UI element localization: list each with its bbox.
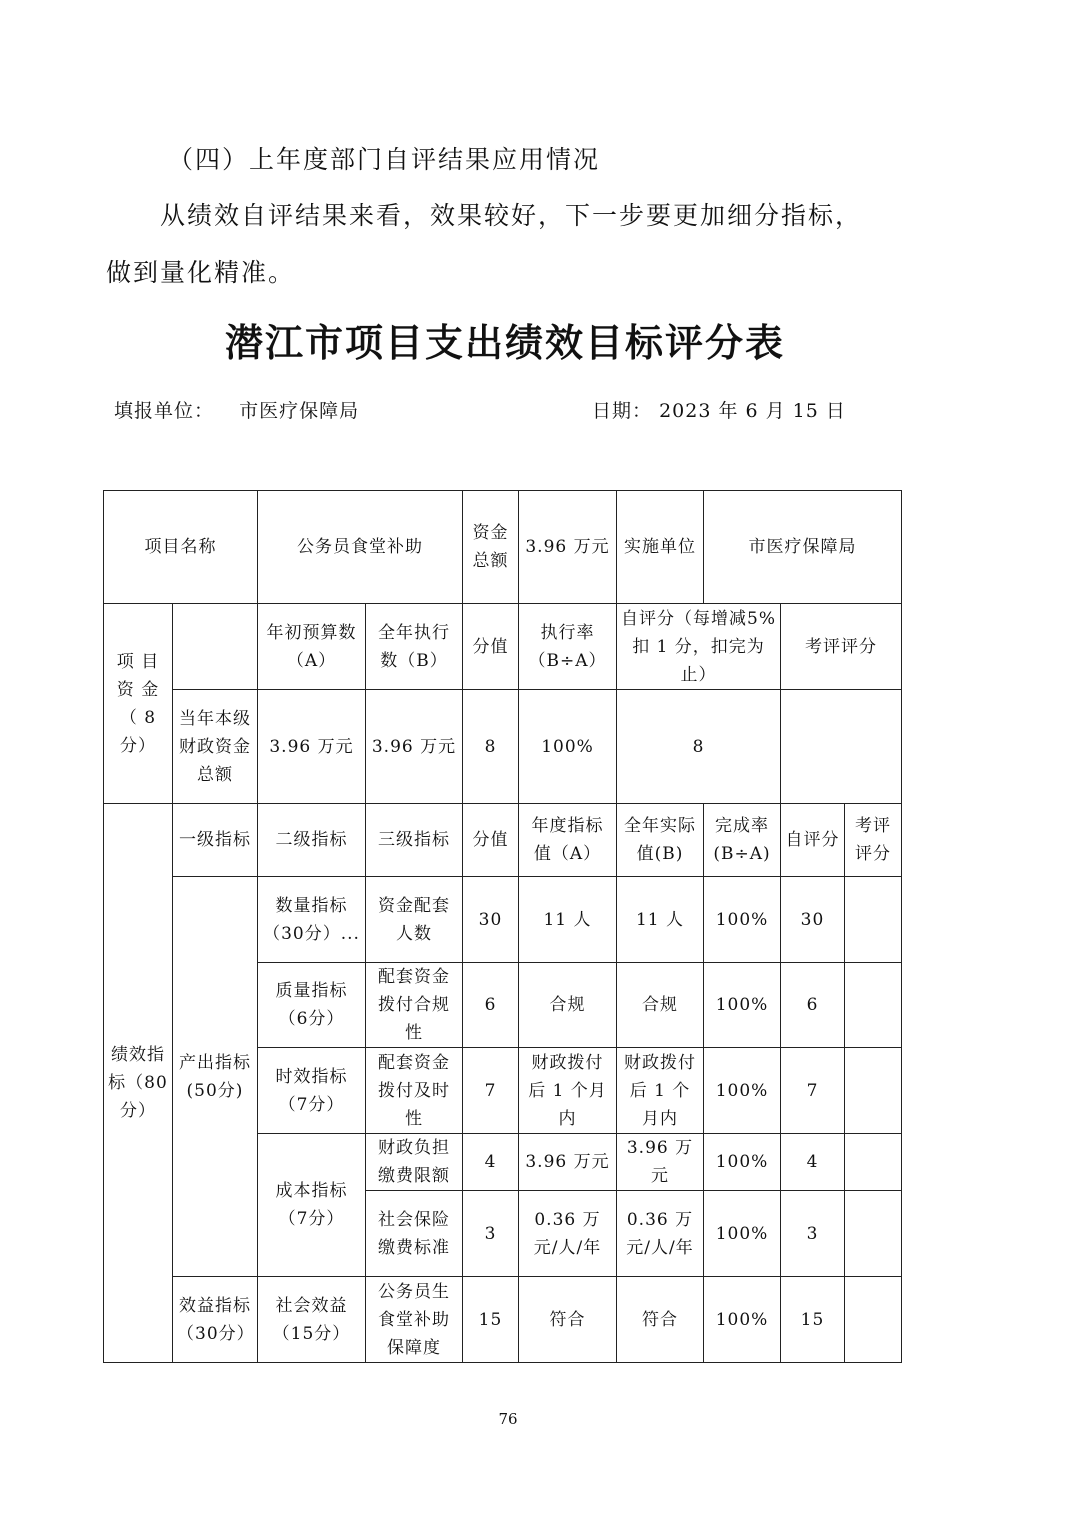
level3-cell: 配套资金拨付合规性 — [366, 963, 463, 1048]
actual-cell: 3.96 万元 — [617, 1134, 704, 1191]
level3-cell: 社会保险缴费标准 — [366, 1191, 463, 1277]
impl-unit-value: 市医疗保障局 — [704, 491, 902, 604]
perf-header-level2: 二级指标 — [258, 804, 366, 877]
level2-cell: 社会效益（15分） — [258, 1277, 366, 1363]
funds-header-self-score: 自评分（每增减5%扣 1 分，扣完为止） — [617, 604, 781, 690]
self-score-cell: 4 — [781, 1134, 845, 1191]
eval-score-cell — [845, 877, 902, 963]
rate-cell: 100% — [704, 1134, 781, 1191]
document-title: 潜江市项目支出绩效目标评分表 — [224, 320, 785, 365]
reporting-unit — [114, 396, 359, 423]
paragraph-line-1: 从绩效自评结果来看，效果较好，下一步要更加细分指标， — [160, 201, 863, 230]
output-indicator-label: 产出指标(50分) — [173, 877, 258, 1277]
perf-header-score: 分值 — [463, 804, 519, 877]
level2-cell: 数量指标（30分）... — [258, 877, 366, 963]
score-cell: 30 — [463, 877, 519, 963]
funds-score: 8 — [463, 690, 519, 804]
perf-header-level3: 三级指标 — [366, 804, 463, 877]
funds-header-rate: 执行率（B÷A） — [519, 604, 617, 690]
funds-executed: 3.96 万元 — [366, 690, 463, 804]
funds-header-budget: 年初预算数（A） — [258, 604, 366, 690]
eval-score-cell — [845, 1191, 902, 1277]
target-cell: 财政拨付后 1 个月内 — [519, 1048, 617, 1134]
score-cell: 3 — [463, 1191, 519, 1277]
section-heading: （四）上年度部门自评结果应用情况 — [168, 145, 601, 174]
rate-cell: 100% — [704, 1191, 781, 1277]
perf-header-target: 年度指标值（A） — [519, 804, 617, 877]
paragraph-line-2: 做到量化精准。 — [106, 258, 296, 287]
funds-blank-cell — [173, 604, 258, 690]
rate-cell: 100% — [704, 877, 781, 963]
impl-unit-label: 实施单位 — [617, 491, 704, 604]
target-cell: 合规 — [519, 963, 617, 1048]
target-cell: 11 人 — [519, 877, 617, 963]
benefit-indicator-label: 效益指标（30分） — [173, 1277, 258, 1363]
rate-cell: 100% — [704, 1277, 781, 1363]
target-cell: 3.96 万元 — [519, 1134, 617, 1191]
reporting-unit-value: 市医疗保障局 — [239, 400, 360, 422]
rate-cell: 100% — [704, 963, 781, 1048]
eval-score-cell — [845, 1048, 902, 1134]
actual-cell: 11 人 — [617, 877, 704, 963]
report-date-value: 2023 年 6 月 15 日 — [659, 400, 846, 422]
funds-row-label: 当年本级财政资金总额 — [173, 690, 258, 804]
project-name-value: 公务员食堂补助 — [258, 491, 463, 604]
funds-section-label: 项 目 资 金 （ 8 分） — [104, 604, 173, 804]
eval-score-cell — [845, 1134, 902, 1191]
funds-rate: 100% — [519, 690, 617, 804]
self-score-cell: 3 — [781, 1191, 845, 1277]
funds-budget: 3.96 万元 — [258, 690, 366, 804]
rate-cell: 100% — [704, 1048, 781, 1134]
score-table — [103, 490, 902, 1363]
perf-header-rate: 完成率(B÷A) — [704, 804, 781, 877]
eval-score-cell — [845, 1277, 902, 1363]
funds-header-row — [104, 604, 902, 690]
actual-cell: 0.36 万元/人/年 — [617, 1191, 704, 1277]
actual-cell: 合规 — [617, 963, 704, 1048]
funds-data-row — [104, 690, 902, 804]
funds-self-score: 8 — [617, 690, 781, 804]
table-row — [104, 877, 902, 963]
fund-total-label: 资金总额 — [463, 491, 519, 604]
target-cell: 0.36 万元/人/年 — [519, 1191, 617, 1277]
performance-header-row — [104, 804, 902, 877]
score-cell: 6 — [463, 963, 519, 1048]
actual-cell: 财政拨付后 1 个月内 — [617, 1048, 704, 1134]
perf-header-level1: 一级指标 — [173, 804, 258, 877]
eval-score-cell — [845, 963, 902, 1048]
project-info-row — [104, 491, 902, 604]
performance-section-label: 绩效指标（80分） — [104, 804, 173, 1363]
funds-eval-score — [781, 690, 902, 804]
perf-header-eval: 考评评分 — [845, 804, 902, 877]
self-score-cell: 30 — [781, 877, 845, 963]
report-date — [592, 396, 846, 423]
level2-cell: 时效指标（7分） — [258, 1048, 366, 1134]
table-row — [104, 1277, 902, 1363]
actual-cell: 符合 — [617, 1277, 704, 1363]
self-score-cell: 6 — [781, 963, 845, 1048]
self-score-cell: 15 — [781, 1277, 845, 1363]
project-name-label: 项目名称 — [104, 491, 258, 604]
funds-header-eval-score: 考评评分 — [781, 604, 902, 690]
level3-cell: 配套资金拨付及时性 — [366, 1048, 463, 1134]
score-cell: 4 — [463, 1134, 519, 1191]
perf-header-self: 自评分 — [781, 804, 845, 877]
level2-cell: 质量指标（6分） — [258, 963, 366, 1048]
target-cell: 符合 — [519, 1277, 617, 1363]
funds-header-score: 分值 — [463, 604, 519, 690]
level2-cell: 成本指标（7分） — [258, 1134, 366, 1277]
report-date-label: 日期： — [592, 400, 653, 422]
funds-header-executed: 全年执行数（B） — [366, 604, 463, 690]
level3-cell: 资金配套人数 — [366, 877, 463, 963]
page-number: 76 — [498, 1410, 518, 1428]
score-cell: 15 — [463, 1277, 519, 1363]
reporting-unit-label: 填报单位： — [114, 400, 215, 422]
score-cell: 7 — [463, 1048, 519, 1134]
level3-cell: 财政负担缴费限额 — [366, 1134, 463, 1191]
self-score-cell: 7 — [781, 1048, 845, 1134]
level3-cell: 公务员生食堂补助保障度 — [366, 1277, 463, 1363]
perf-header-actual: 全年实际值(B) — [617, 804, 704, 877]
fund-total-value: 3.96 万元 — [519, 491, 617, 604]
